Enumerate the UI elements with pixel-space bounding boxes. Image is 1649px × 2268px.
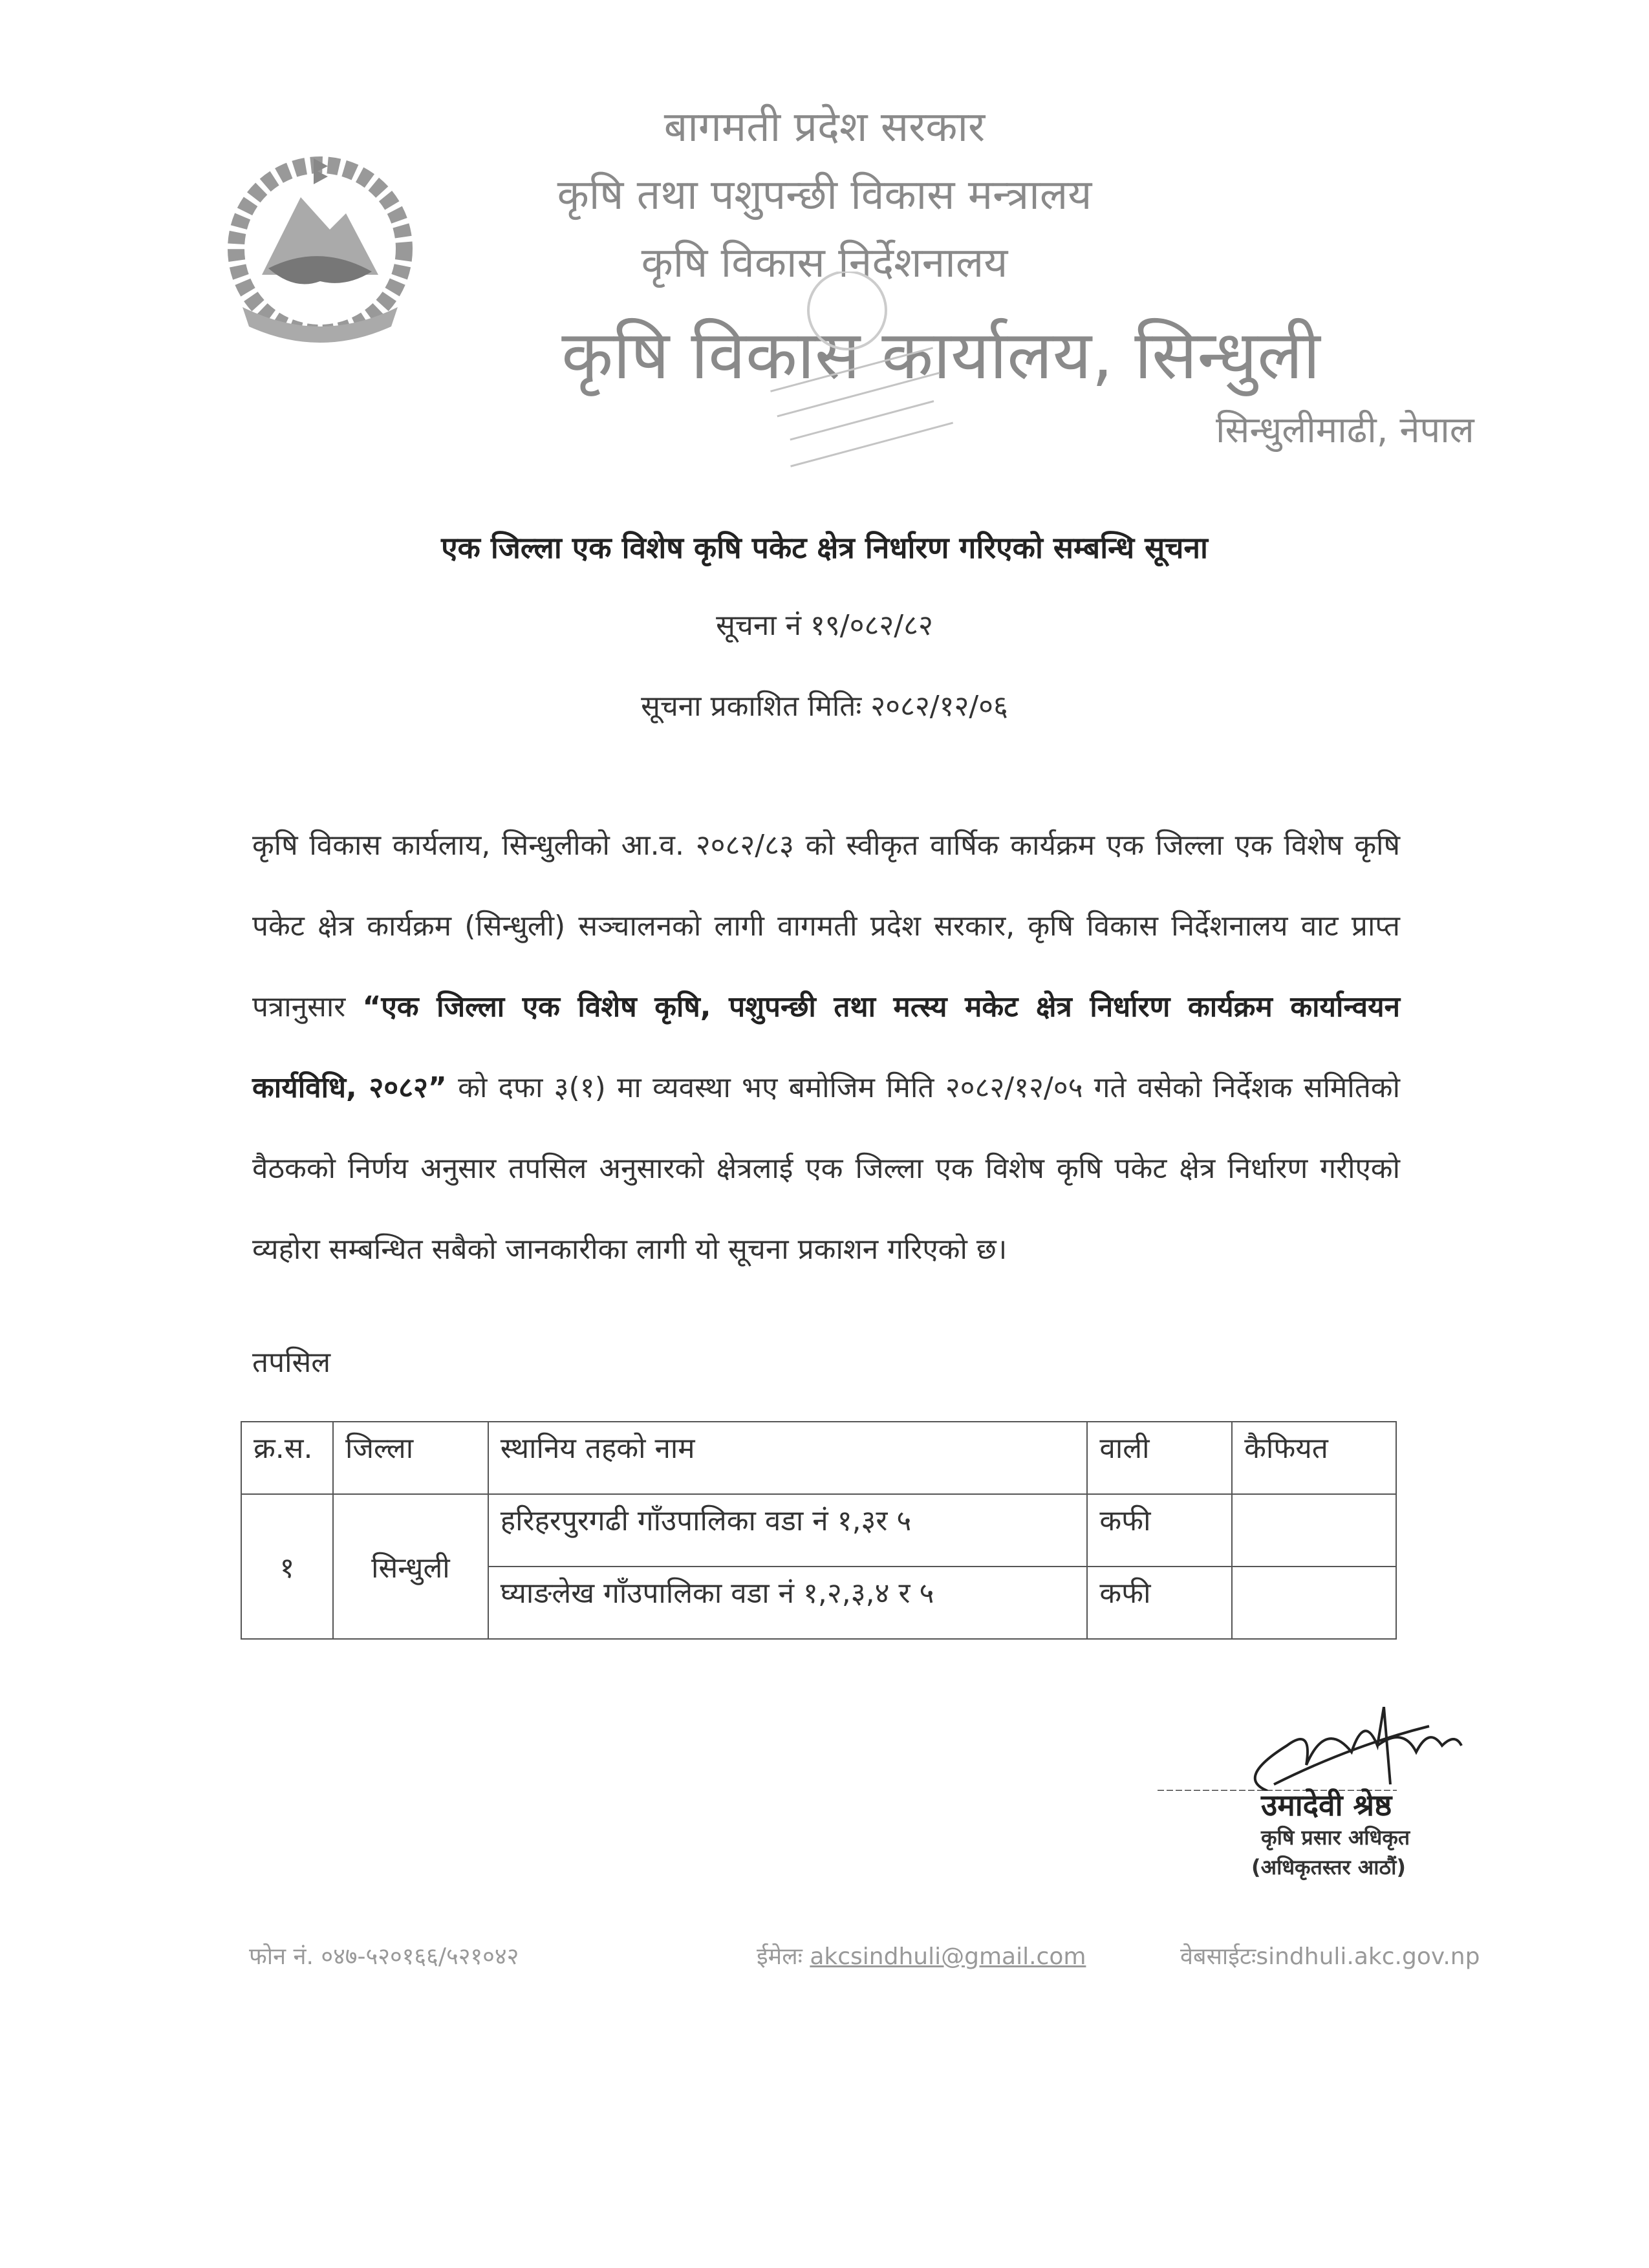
table-row	[241, 1494, 1396, 1567]
notice-title: एक जिल्ला एक विशेष कृषि पकेट क्षेत्र निर्धारण गरिएको सम्बन्धि सूचना	[441, 530, 1208, 565]
email-label: ईमेलः	[757, 1943, 803, 1970]
procedure-name: “एक जिल्ला एक विशेष कृषि, पशुपन्छी तथा मत्स्य मकेट क्षेत्र निर्धारण कार्यक्रम कार्यान्वयन कार्यविधि, २०८२”	[252, 990, 1401, 1104]
crop-cell: कफी	[1087, 1494, 1232, 1567]
body-text: कृषि विकास कार्यलाय, सिन्धुलीको आ.व. २०८२/८३ को स्वीकृत वार्षिक कार्यक्रम एक जिल्ला एक विशेष कृषि पकेट क्षेत्र कार्यक्रम (सिन्धुली) सञ्चालनको लागी वागमती प्रदेश सरकार, कृषि विकास निर्देशनालय वाट प्राप्त पत्रानुसार	[252, 829, 1400, 1023]
province-government-heading: बागमती प्रदेश सरकार	[663, 103, 986, 151]
signatory-level: (अधिकृतस्तर आठौं)	[1251, 1855, 1406, 1879]
notice-number: सूचना नं १९/०८२/८२	[716, 609, 933, 642]
local-level-cell: घ्याङलेख गाँउपालिका वडा नं १,२,३,४ र ५	[488, 1567, 1088, 1639]
office-address: सिन्धुलीमाढी, नेपाल	[1216, 409, 1474, 451]
remarks-cell	[1232, 1494, 1396, 1567]
schedule-label: तपसिल	[252, 1346, 331, 1379]
notice-published-date: सूचना प्रकाशित मितिः २०८२/१२/०६	[641, 690, 1008, 723]
district-cell: सिन्धुली	[333, 1494, 488, 1639]
col-crop: वाली	[1087, 1422, 1232, 1494]
col-serial: क्र.स.	[241, 1422, 333, 1494]
pocket-area-table	[241, 1421, 1397, 1640]
email-link[interactable]: akcsindhuli@gmail.com	[810, 1943, 1086, 1970]
ministry-heading: कृषि तथा पशुपन्छी विकास मन्त्रालय	[557, 171, 1092, 219]
notice-body	[252, 805, 1400, 1290]
local-level-cell: हरिहरपुरगढी गाँउपालिका वडा नं १,३र ५	[488, 1494, 1088, 1567]
footer-email	[757, 1940, 1086, 1971]
serial-cell: १	[241, 1494, 333, 1639]
col-remarks: कैफियत	[1232, 1422, 1396, 1494]
body-text: को दफा ३(१) मा व्यवस्था भए बमोजिम मिति २०८२/१२/०५ गते वसेको निर्देशक समितिको वैठकको निर्णय अनुसार तपसिल अनुसारको क्षेत्रलाई एक जिल्ला एक विशेष कृषि पकेट क्षेत्र निर्धारण गरीएको व्यहोरा सम्बन्धित सबैको जानकारीका लागी यो सूचना प्रकाशन गरिएको छ।	[252, 1071, 1400, 1266]
directorate-heading: कृषि विकास निर्देशनालय	[641, 239, 1008, 287]
signatory-position: कृषि प्रसार अधिकृत	[1261, 1825, 1410, 1850]
footer-website[interactable]: वेबसाईटःsindhuli.akc.gov.np	[1180, 1943, 1480, 1970]
remarks-cell	[1232, 1567, 1396, 1639]
footer-phone: फोन नं. ०४७-५२०१६६/५२१०४२	[249, 1943, 519, 1970]
office-name-heading: कृषि विकास कार्यालय, सिन्धुली	[561, 316, 1320, 394]
table-header-row	[241, 1422, 1396, 1494]
crop-cell: कफी	[1087, 1567, 1232, 1639]
signatory-name: उमादेवी श्रेष्ठ	[1261, 1788, 1392, 1823]
office-stamp	[737, 272, 983, 478]
col-district: जिल्ला	[333, 1422, 488, 1494]
col-local-level: स्थानिय तहको नाम	[488, 1422, 1088, 1494]
